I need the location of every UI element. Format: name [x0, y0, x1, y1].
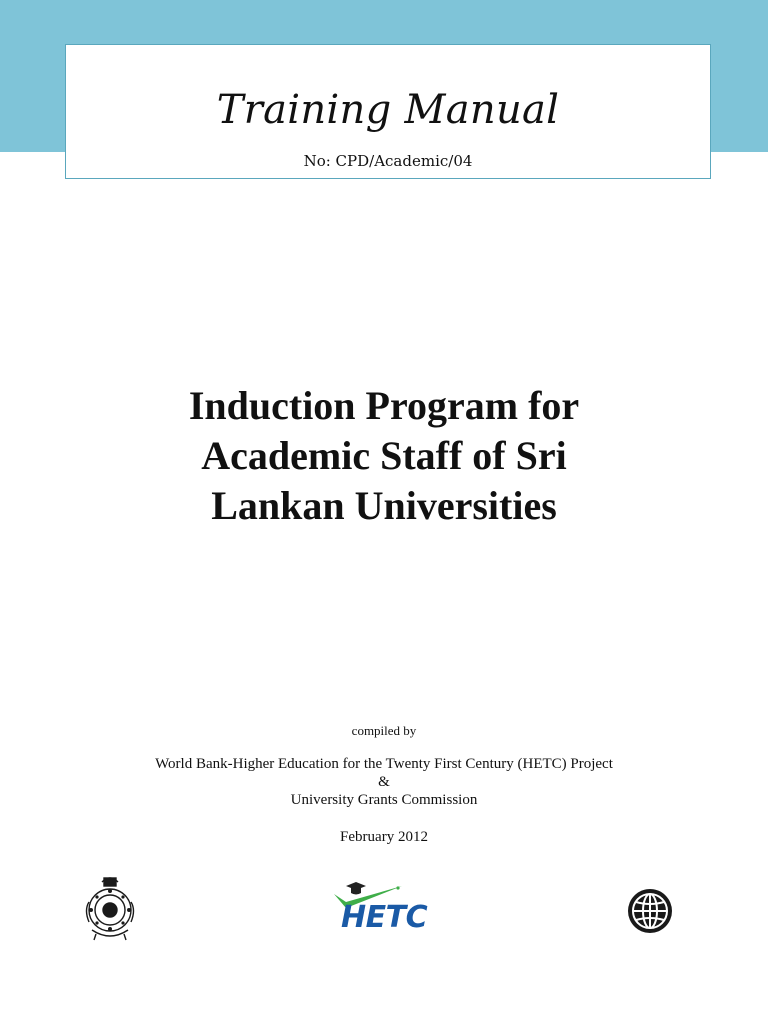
world-bank-logo — [626, 887, 674, 935]
manual-title: Training Manual — [216, 87, 560, 133]
emblem-seal-icon — [80, 872, 140, 944]
manual-number: No: CPD/Academic/04 — [303, 152, 473, 170]
document-title — [100, 381, 668, 531]
credit-organization-2: University Grants Commission — [290, 792, 478, 808]
credit-ampersand: & — [378, 774, 390, 790]
document-title-line: Academic Staff of Sri — [201, 433, 567, 478]
title-box — [65, 44, 711, 179]
compiled-by-label: compiled by — [351, 723, 417, 738]
document-title-line: Lankan Universities — [211, 483, 557, 528]
hetc-logo — [332, 882, 436, 940]
publish-date: February 2012 — [340, 829, 428, 845]
globe-icon — [626, 887, 674, 935]
national-emblem-logo — [80, 872, 140, 944]
document-title-line: Induction Program for — [188, 383, 580, 428]
hetc-logo-text: HETC — [341, 900, 428, 935]
credit-organization-1: World Bank-Higher Education for the Twenty First Century (HETC) Project — [155, 756, 613, 772]
